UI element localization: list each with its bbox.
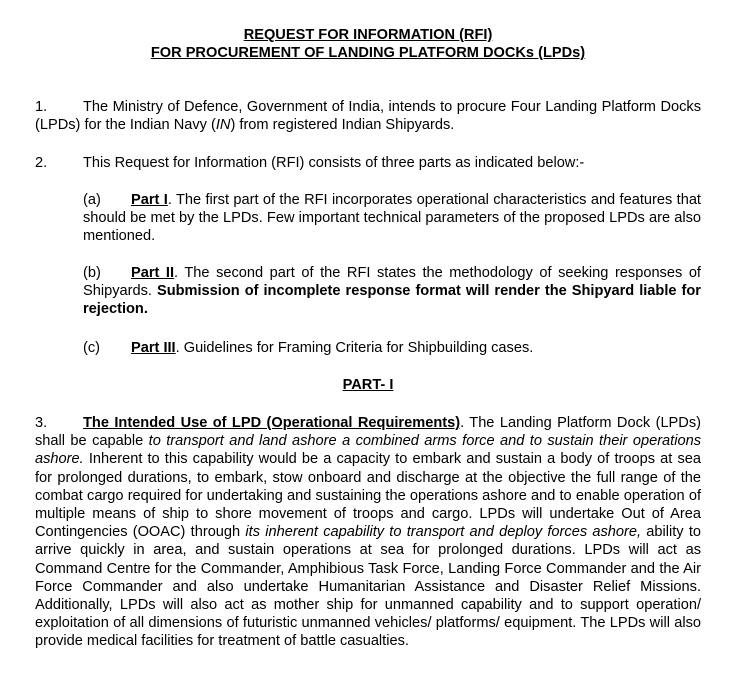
paragraph-number: 1.: [35, 99, 48, 115]
part-iii-link: Part III: [131, 340, 176, 356]
para3-s2-italic: its inherent capability to transport and deploy forces ashore,: [245, 524, 642, 541]
paragraph-3: [35, 414, 701, 651]
paragraph-1: [35, 98, 701, 134]
part-one-heading: PART- I: [342, 377, 394, 393]
paragraph-2: [35, 154, 701, 172]
doc-title-line2: FOR PROCUREMENT OF LANDING PLATFORM DOCKs (LPDs): [150, 45, 586, 61]
para3-s2: Inherent to this capability would be a capacity to embark and sustain a body of troops at sea for prolonged durations, to embark, stow onboard and discharge at the objective the full range of the combat cargo required for undertaking and sustaining the operations ashore and to enable operation of multiple means of ship to shore movement of troops and cargo. LPDs will undertake Out of Area Contingencies (OOAC) through: [35, 451, 701, 541]
para3-s3: ability to arrive quickly in area, and sustain operations at sea for prolonged durations. LPDs will act as Command Centre for the Commander, Amphibious Task Force, Landing Force Commander and the Air Force Commander and also undertake Humanitarian Assistance and Disaster Relief Missions. Additionally, LPDs will also act as mother ship for unmanned capability and to support operation/ exploitation of all dimensions of futuristic unmanned vehicles/ platforms/ equipment. The LPDs will also provide medical facilities for treatment of battle casualties.: [35, 524, 701, 650]
subpara-a: [83, 191, 701, 246]
subpara-label: (a): [83, 192, 101, 208]
para3-s1: . The Landing Platform Dock (LPDs) shall be capable: [35, 415, 701, 450]
subpara-c: [83, 339, 701, 357]
part-ii-link: Part II: [131, 265, 175, 281]
paragraph-number: 3.: [35, 415, 48, 431]
part-i-link: Part I: [131, 192, 168, 208]
doc-title-line1: REQUEST FOR INFORMATION (RFI): [243, 27, 493, 43]
para1-text-b: ) from registered Indian Shipyards.: [230, 117, 455, 134]
para2-text: This Request for Information (RFI) consists of three parts as indicated below:-: [83, 155, 585, 171]
subpara-label: (b): [83, 265, 101, 281]
para3-heading: The Intended Use of LPD (Operational Requirements): [83, 415, 461, 431]
paragraph-number: 2.: [35, 155, 48, 171]
para3-s1-italic: to transport and land ashore a combined arms force and to sustain their operations ashore.: [35, 433, 701, 468]
subpara-b-bold: Submission of incomplete response format will render the Shipyard liable for rejection.: [83, 283, 701, 318]
subpara-c-text: . Guidelines for Framing Criteria for Shipbuilding cases.: [175, 340, 534, 356]
subpara-label: (c): [83, 340, 101, 356]
subpara-b-text: . The second part of the RFI states the methodology of seeking responses of Shipyards.: [83, 265, 701, 300]
para1-text-a: The Ministry of Defence, Government of India, intends to procure Four Landing Platform Docks (LPDs) for the Indian Navy (: [35, 99, 701, 134]
para1-italic: IN: [215, 117, 231, 134]
subpara-a-text: . The first part of the RFI incorporates operational characteristics and features that should be met by the LPDs. Few important technical parameters of the proposed LPDs are also mentioned.: [83, 192, 701, 245]
subpara-b: [83, 264, 701, 319]
